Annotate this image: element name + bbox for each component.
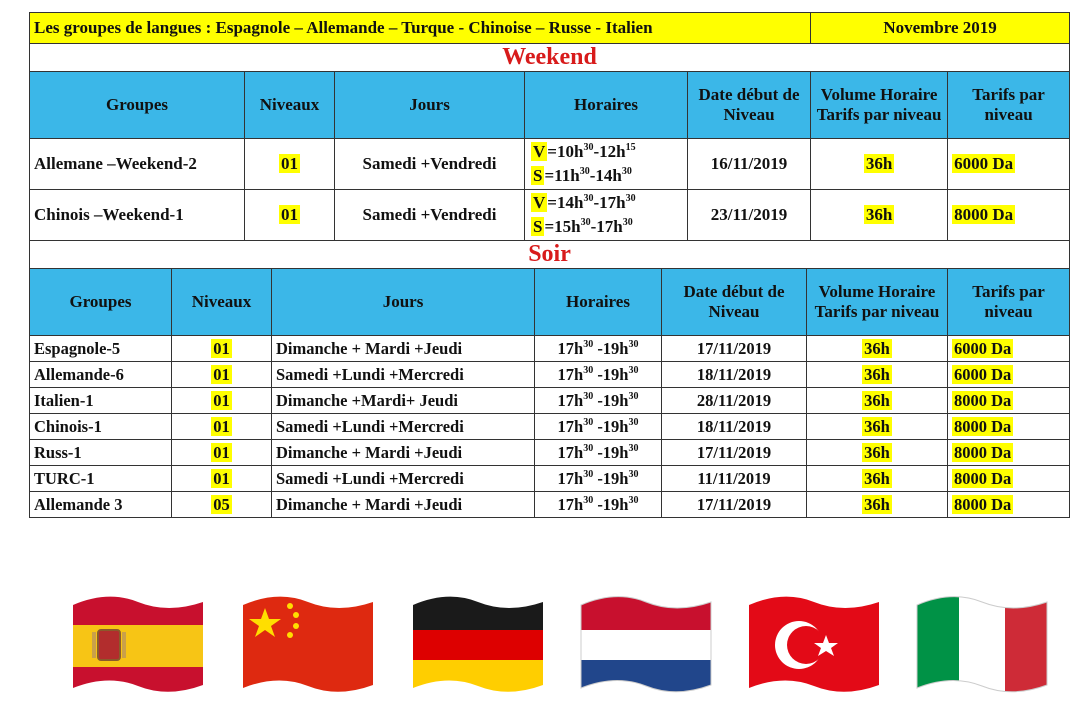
- cell-jours: Samedi +Vendredi: [335, 139, 525, 190]
- weekend-section-title: Weekend: [30, 44, 1070, 72]
- cell-date: 28/11/2019: [662, 388, 807, 414]
- cell-jours: Dimanche + Mardi +Jeudi: [272, 492, 535, 518]
- cell-volume: 36h: [864, 338, 890, 358]
- cell-date: 23/11/2019: [688, 190, 811, 241]
- cell-groupe: Chinois-1: [30, 414, 172, 440]
- cell-groupe: Chinois –Weekend-1: [30, 190, 245, 241]
- column-header-tarifs: Tarifs par niveau: [948, 269, 1070, 336]
- table-row: [30, 466, 1070, 492]
- spain-flag-icon: [68, 590, 208, 700]
- cell-groupe: TURC-1: [30, 466, 172, 492]
- column-header-jours: Jours: [272, 269, 535, 336]
- cell-date: 11/11/2019: [662, 466, 807, 492]
- cell-volume: 36h: [864, 494, 890, 514]
- cell-jours: Samedi +Lundi +Mercredi: [272, 362, 535, 388]
- table-row: [30, 388, 1070, 414]
- cell-volume: 36h: [864, 390, 890, 410]
- column-header-niveaux: Niveaux: [172, 269, 272, 336]
- cell-horaires: $V =10h^{30}-12h^{15}$ $S =11h^{30}-14h^{30}$: [525, 139, 688, 190]
- cell-date: 16/11/2019: [688, 139, 811, 190]
- cell-date: 17/11/2019: [662, 336, 807, 362]
- cell-tarif: 6000 Da: [954, 364, 1012, 384]
- cell-horaires: $17h^{30}$ $-19h^{30}$: [535, 414, 662, 440]
- turkey-flag-icon: [744, 590, 884, 700]
- cell-groupe: Italien-1: [30, 388, 172, 414]
- cell-jours: Samedi +Lundi +Mercredi: [272, 414, 535, 440]
- italy-flag-icon: [912, 590, 1052, 700]
- cell-jours: Dimanche + Mardi +Jeudi: [272, 440, 535, 466]
- cell-niveau: 01: [213, 416, 230, 436]
- column-header-jours: Jours: [335, 72, 525, 139]
- cell-jours: Samedi +Lundi +Mercredi: [272, 466, 535, 492]
- document-date: Novembre 2019: [811, 13, 1070, 44]
- cell-horaires: $V =14h^{30}-17h^{30}$ $S =15h^{30}-17h^{30}$: [525, 190, 688, 241]
- cell-niveau: 01: [213, 468, 230, 488]
- cell-jours: Dimanche + Mardi +Jeudi: [272, 336, 535, 362]
- cell-groupe: Allemane –Weekend-2: [30, 139, 245, 190]
- netherlands-flag-icon: [576, 590, 716, 700]
- table-row: [30, 440, 1070, 466]
- cell-volume: 36h: [864, 364, 890, 384]
- cell-niveau: 01: [213, 338, 230, 358]
- document-title: Les groupes de langues : Espagnole – Allemande – Turque - Chinoise – Russe - Italien: [30, 13, 811, 44]
- cell-tarif: 8000 Da: [954, 494, 1012, 514]
- cell-date: 17/11/2019: [662, 492, 807, 518]
- column-header-niveaux: Niveaux: [245, 72, 335, 139]
- cell-volume: 36h: [864, 442, 890, 462]
- column-header-volume: Volume Horaire Tarifs par niveau: [807, 269, 948, 336]
- cell-tarif: 8000 Da: [954, 468, 1012, 488]
- cell-volume: 36h: [864, 416, 890, 436]
- cell-groupe: Russ-1: [30, 440, 172, 466]
- cell-groupe: Allemande 3: [30, 492, 172, 518]
- cell-groupe: Allemande-6: [30, 362, 172, 388]
- flags-row: [0, 590, 1080, 720]
- table-row: [30, 414, 1070, 440]
- column-header-date: Date début de Niveau: [688, 72, 811, 139]
- cell-tarif: 8000 Da: [954, 205, 1014, 224]
- column-header-groupes: Groupes: [30, 269, 172, 336]
- schedule-sheet: [29, 12, 1069, 518]
- soir-table: [29, 268, 1070, 518]
- column-header-horaires: Horaires: [525, 72, 688, 139]
- cell-date: 18/11/2019: [662, 414, 807, 440]
- cell-niveau: 05: [213, 494, 230, 514]
- cell-tarif: 8000 Da: [954, 390, 1012, 410]
- china-flag-icon: [238, 590, 378, 700]
- cell-niveau: 01: [213, 364, 230, 384]
- column-header-horaires: Horaires: [535, 269, 662, 336]
- cell-niveau: 01: [213, 390, 230, 410]
- table-row: [30, 139, 1070, 190]
- column-header-tarifs: Tarifs par niveau: [948, 72, 1070, 139]
- cell-horaires: $17h^{30}$ $-19h^{30}$: [535, 336, 662, 362]
- cell-tarif: 8000 Da: [954, 416, 1012, 436]
- table-row: [30, 336, 1070, 362]
- soir-section-title: Soir: [30, 241, 1070, 269]
- cell-tarif: 6000 Da: [954, 154, 1014, 173]
- germany-flag-icon: [408, 590, 548, 700]
- cell-horaires: $17h^{30}$ $-19h^{30}$: [535, 388, 662, 414]
- cell-jours: Dimanche +Mardi+ Jeudi: [272, 388, 535, 414]
- cell-jours: Samedi +Vendredi: [335, 190, 525, 241]
- cell-date: 18/11/2019: [662, 362, 807, 388]
- table-row: [30, 492, 1070, 518]
- cell-tarif: 6000 Da: [954, 338, 1012, 358]
- cell-volume: 36h: [865, 205, 893, 224]
- cell-volume: 36h: [864, 468, 890, 488]
- column-header-volume: Volume Horaire Tarifs par niveau: [811, 72, 948, 139]
- cell-horaires: $17h^{30}$ $-19h^{30}$: [535, 492, 662, 518]
- soir-column-headers: [30, 269, 1070, 336]
- weekend-table: [29, 12, 1070, 269]
- column-header-date: Date début de Niveau: [662, 269, 807, 336]
- cell-niveau: 01: [213, 442, 230, 462]
- cell-date: 17/11/2019: [662, 440, 807, 466]
- cell-horaires: $17h^{30}$ $-19h^{30}$: [535, 362, 662, 388]
- table-row: [30, 362, 1070, 388]
- cell-horaires: $17h^{30}$ $-19h^{30}$: [535, 466, 662, 492]
- cell-tarif: 8000 Da: [954, 442, 1012, 462]
- cell-volume: 36h: [865, 154, 893, 173]
- weekend-column-headers: [30, 72, 1070, 139]
- cell-niveau: 01: [281, 205, 298, 224]
- cell-niveau: 01: [281, 154, 298, 173]
- cell-groupe: Espagnole-5: [30, 336, 172, 362]
- cell-horaires: $17h^{30}$ $-19h^{30}$: [535, 440, 662, 466]
- title-row: [30, 13, 1070, 44]
- table-row: [30, 190, 1070, 241]
- column-header-groupes: Groupes: [30, 72, 245, 139]
